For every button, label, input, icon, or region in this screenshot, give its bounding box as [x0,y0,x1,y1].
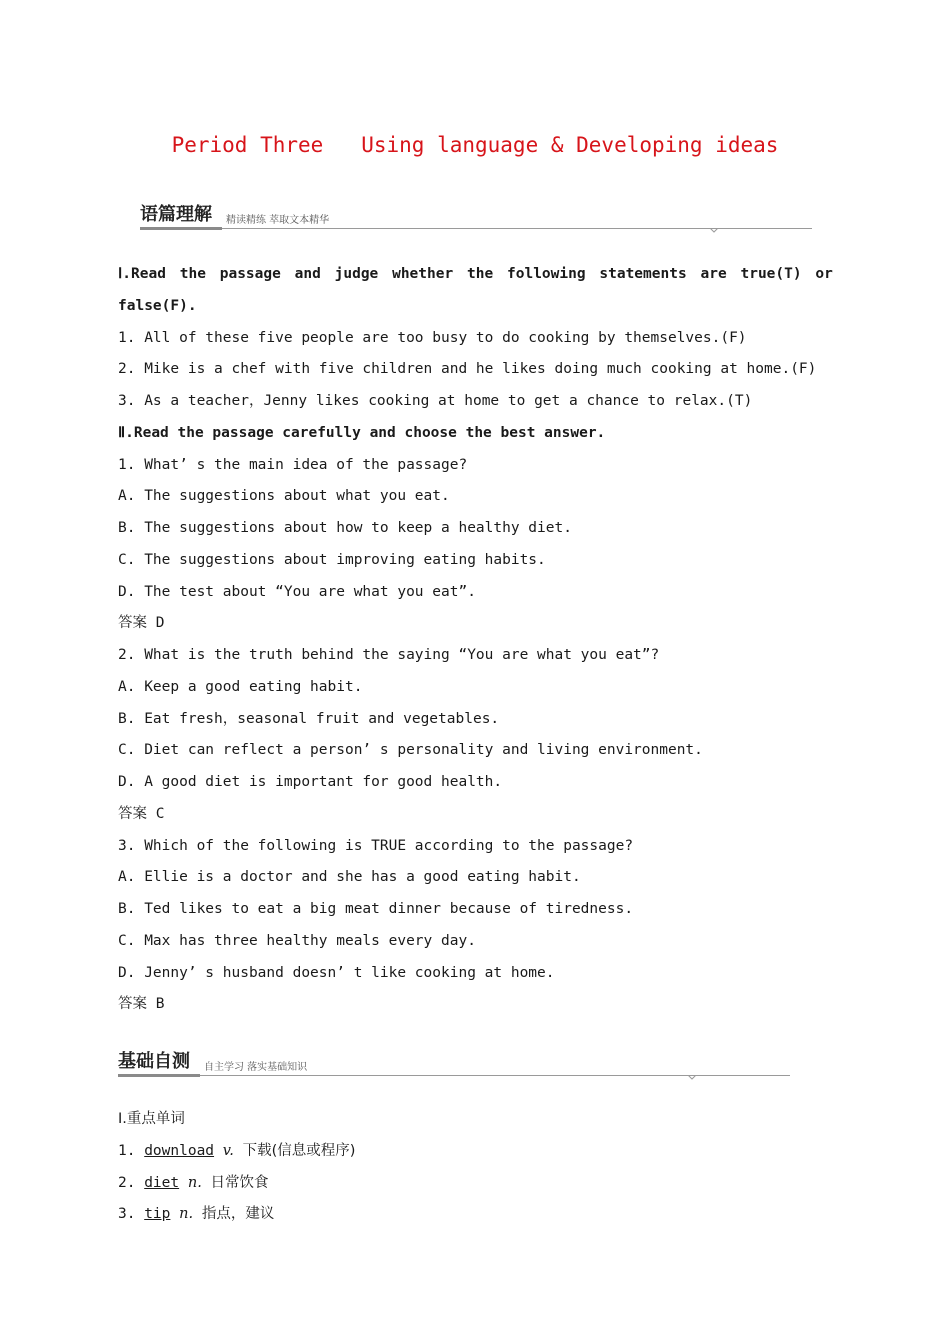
part2-instruction: Ⅱ.Read the passage carefully and choose the best answer. [118,425,606,441]
vocab-item: 3. tip n. 指点，建议 [118,1206,275,1222]
part1-instruction-cont: false(F). [118,298,197,314]
section-banner-reading [140,198,812,232]
statement-item: 2. Mike is a chef with five children and he likes doing much cooking at home.(F) [118,361,817,377]
option: B. The suggestions about how to keep a healthy diet. [118,520,572,536]
option: D. A good diet is important for good health. [118,774,503,790]
option: D. The test about “You are what you eat”. [118,584,476,600]
vocab-word: download [144,1143,215,1159]
vocab-item: 2. diet n. 日常饮食 [118,1175,269,1191]
option: A. The suggestions about what you eat. [118,488,450,504]
vocab-meaning: 指点，建议 [201,1206,275,1222]
option: B. Ted likes to eat a big meat dinner because of tiredness. [118,901,634,917]
statement-item: 1. All of these five people are too busy to do cooking by themselves.(F) [118,330,747,346]
question: 2. What is the truth behind the saying “You are what you eat”? [118,647,660,663]
vocab-meaning: 日常饮食 [210,1175,269,1191]
page-title: Period Three Using language & Developing ideas [171,133,779,157]
banner-bar [140,227,222,230]
vocab-word: diet [144,1175,180,1191]
option: C. Diet can reflect a person’ s personality and living environment. [118,742,703,758]
section-subheading: 精读精练 萃取文本精华 [226,215,330,226]
option: C. Max has three healthy meals every day. [118,933,476,949]
vocab-item: 1. download v. 下载(信息或程序) [118,1143,356,1159]
option: C. The suggestions about improving eating habits. [118,552,546,568]
banner-rule [200,1075,790,1076]
section-heading: 基础自测 [118,1051,190,1072]
answer: 答案 B [118,996,165,1012]
section-heading: 语篇理解 [140,204,212,225]
part-of-speech: n. [179,1206,194,1222]
part1-instruction: Ⅰ.Read the passage and judge whether the following statements are true(T) or [118,266,833,282]
vocab-meaning: 下载(信息或程序) [242,1143,356,1159]
option: D. Jenny’ s husband doesn’ t like cooking at home. [118,965,555,981]
option: A. Keep a good eating habit. [118,679,363,695]
part-of-speech: n. [187,1175,202,1191]
vocab-heading: Ⅰ.重点单词 [118,1111,185,1127]
section-subheading: 自主学习 落实基础知识 [204,1062,308,1073]
banner-notch-icon [688,1075,696,1080]
banner-bar [118,1074,200,1077]
banner-rule [222,228,812,229]
answer: 答案 C [118,806,165,822]
part-of-speech: v. [222,1143,234,1159]
banner-notch-icon [710,228,718,233]
section-banner-basics [118,1045,790,1079]
option: B. Eat fresh，seasonal fruit and vegetables. [118,711,500,727]
question: 3. Which of the following is TRUE according to the passage? [118,838,634,854]
vocab-word: tip [144,1206,171,1222]
question: 1. What’ s the main idea of the passage? [118,457,468,473]
answer: 答案 D [118,615,165,631]
option: A. Ellie is a doctor and she has a good eating habit. [118,869,581,885]
statement-item: 3. As a teacher，Jenny likes cooking at home to get a chance to relax.(T) [118,393,753,409]
